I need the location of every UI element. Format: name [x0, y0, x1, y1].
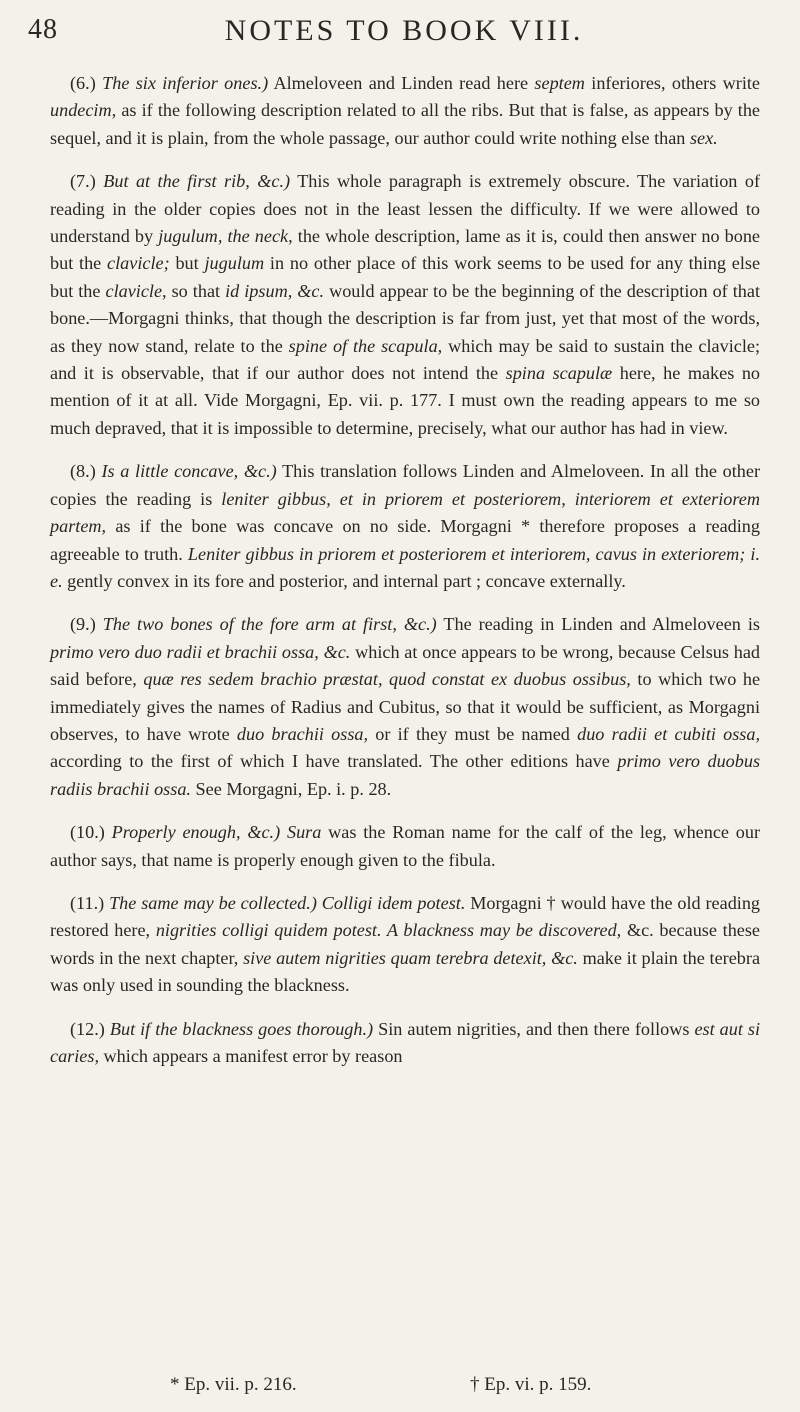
note-text: Morgagni † would have the old reading restored here,: [50, 892, 761, 941]
note-lemma: But at the first rib, &c.): [103, 171, 291, 192]
note-text: This whole paragraph is extremely obscure. The variation of reading in the older copies does not in the least lessen the difficulty. If we were allowed to understand by: [50, 171, 761, 247]
latin-term: undecim,: [50, 100, 117, 121]
latin-term: Colligi idem potest.: [321, 892, 466, 913]
note-text: as if the following description related to all the ribs. But that is false, as appears by the sequel, and it is plain, from the whole passage, our author could write nothing else than: [50, 100, 761, 148]
note-text: according to the first of which I have translated. The other editions have: [50, 751, 610, 772]
latin-term: primo vero duobus radiis brachii ossa.: [50, 751, 761, 799]
note-text: the whole description, lame as it is, could then answer no bone but the: [50, 226, 761, 274]
note-text: See Morgagni, Ep. i. p. 28.: [195, 778, 392, 799]
latin-term: leniter gibbus, et in priorem et posteriorem, interiorem et exteriorem partem,: [50, 488, 761, 537]
note-number: (7.): [70, 171, 96, 192]
note-7: [50, 168, 760, 442]
note-text: Almeloveen and Linden read here: [273, 73, 529, 93]
note-text: make it plain the terebra was only used in sounding the blackness.: [50, 947, 761, 996]
latin-term: septem: [534, 73, 585, 93]
note-11: [50, 890, 760, 1000]
latin-term: duo radii et cubiti ossa,: [577, 723, 761, 744]
note-number: (8.): [70, 461, 96, 482]
footnote-2: † Ep. vi. p. 159.: [470, 1374, 592, 1395]
note-number: (9.): [70, 614, 96, 635]
page-header: [28, 14, 780, 58]
latin-term: Leniter gibbus in priorem et posteriorem et interiorem, cavus in exteriorem; i. e.: [50, 543, 760, 591]
note-10: [50, 819, 760, 874]
note-text: inferiores, others write: [591, 73, 761, 93]
note-lemma: Is a little concave, &c.): [101, 461, 277, 482]
note-lemma: Properly enough, &c.): [111, 822, 281, 843]
note-9: [50, 611, 760, 803]
note-text: in no other place of this work seems to be used for any thing else but the: [50, 253, 761, 301]
latin-term: primo vero duo radii et brachii ossa, &c.: [50, 641, 351, 662]
latin-term: the neck,: [227, 226, 293, 247]
latin-term: Sura: [286, 822, 322, 843]
note-text: Sin autem nigrities, and then there follows: [378, 1018, 690, 1039]
latin-term: jugulum: [204, 253, 265, 274]
note-number: (6.): [70, 73, 96, 93]
note-text: which may be said to sustain the clavicle; and it is observable, that if our author does not intend the: [50, 335, 761, 384]
note-text: was the Roman name for the calf of the leg, whence our author says, that name is properly enough given to the fibula.: [50, 822, 761, 870]
note-text: or if they must be named: [375, 723, 570, 744]
latin-term: quæ res sedem brachio præstat, quod constat ex duobus ossibus,: [143, 669, 631, 690]
latin-term: spine of the scapula,: [288, 335, 443, 356]
note-text: here, he makes no mention of it at all. Vide Morgagni, Ep. vii. p. 177. I must own the reading appears to me so much depraved, that it is impossible to determine, precisely, what our author has had in view.: [50, 363, 761, 438]
note-lemma: But if the blackness goes thorough.): [109, 1018, 374, 1039]
latin-term: clavicle,: [105, 280, 167, 301]
note-text: as if the bone was concave on no side. Morgagni * therefore proposes a reading agreeable to truth.: [50, 516, 760, 564]
latin-term: clavicle;: [107, 253, 170, 274]
latin-term: jugulum,: [158, 226, 223, 247]
latin-term: duo brachii ossa,: [236, 723, 369, 744]
footnote-1: * Ep. vii. p. 216.: [170, 1374, 297, 1395]
notes-body: [50, 70, 760, 1086]
latin-term: nigrities colligi quidem potest. A blackness may be discovered,: [155, 920, 622, 941]
note-text: &c. because these words in the next chapter,: [50, 920, 761, 968]
note-lemma: The two bones of the fore arm at first, &c.): [102, 614, 437, 635]
note-text: would appear to be the beginning of the description of that bone.—Morgagni thinks, that though the description is far from just, yet that most of the words, as they now stand, relate to the: [50, 280, 761, 356]
note-text: to which two he immediately gives the names of Radius and Cubitus, so that it would be sufficient, as Morgagni observes, to have wrote: [50, 669, 761, 744]
note-text: but: [175, 253, 199, 274]
note-12: [50, 1016, 760, 1071]
note-number: (10.): [70, 822, 105, 843]
latin-term: est aut si caries,: [50, 1018, 761, 1066]
note-number: (12.): [70, 1018, 105, 1039]
note-lemma: The six inferior ones.): [102, 73, 269, 93]
page-number: 48: [28, 14, 58, 45]
note-text: gently convex in its fore and posterior, and internal part ; concave externally.: [67, 570, 626, 591]
note-lemma: The same may be collected.): [109, 892, 317, 913]
latin-term: id ipsum, &c.: [225, 280, 325, 301]
running-title: NOTES TO BOOK VIII.: [224, 14, 584, 47]
note-text: This translation follows Linden and Almeloveen. In all the other copies the reading is: [50, 461, 761, 509]
note-6: [50, 70, 760, 152]
latin-term: sex.: [689, 127, 718, 148]
note-text: so that: [171, 280, 221, 301]
note-8: [50, 458, 760, 595]
note-text: which appears a manifest error by reason: [103, 1046, 403, 1066]
latin-term: sive autem nigrities quam terebra detexit, &c.: [243, 947, 578, 968]
latin-term: spina scapulæ: [505, 363, 613, 384]
note-text: which at once appears to be wrong, because Celsus had said before,: [50, 641, 760, 690]
note-number: (11.): [70, 892, 105, 913]
note-text: The reading in Linden and Almeloveen is: [443, 614, 760, 635]
